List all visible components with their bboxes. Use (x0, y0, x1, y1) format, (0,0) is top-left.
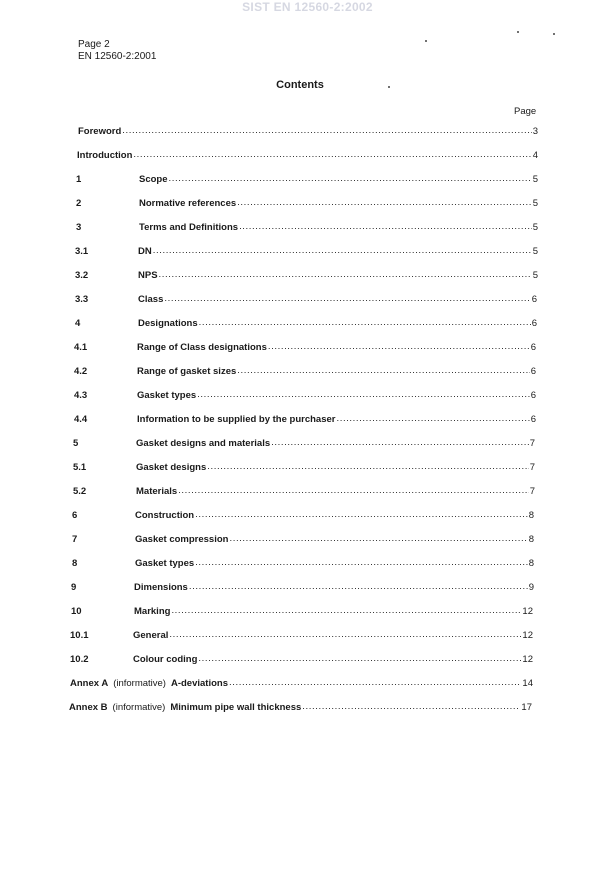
toc-entry-page: 8 (528, 558, 534, 569)
annex-label: Annex B (69, 702, 108, 713)
annex-type: (informative) (112, 702, 166, 713)
toc-entry-number: 10.2 (70, 654, 89, 665)
toc-entry-page: 6 (531, 294, 537, 305)
toc-entry-title: Gasket designs (136, 462, 207, 473)
dot-leader (229, 677, 521, 688)
toc-entry-page: 7 (529, 486, 535, 497)
toc-entry[interactable] (74, 387, 536, 401)
dot-leader (164, 293, 530, 304)
page-title: Contents (276, 79, 324, 91)
toc-entry-number: 1 (76, 174, 82, 185)
toc-entry[interactable] (71, 579, 534, 593)
toc-entry-number: 3.3 (75, 294, 89, 305)
toc-entry[interactable] (76, 171, 538, 185)
toc-entry[interactable] (73, 435, 535, 449)
dot-leader (195, 557, 528, 568)
toc-entry-title: Colour coding (133, 654, 198, 665)
toc-entry-title: Gasket types (137, 390, 197, 401)
toc-entry-page: 5 (532, 198, 538, 209)
toc-entry-number: 7 (72, 534, 78, 545)
toc-entry-number: 3.1 (75, 246, 89, 257)
toc-entry-page: 6 (530, 414, 536, 425)
toc-entry-title: Materials (136, 486, 178, 497)
dot-leader (171, 605, 521, 616)
toc-entry[interactable] (74, 339, 536, 353)
toc-entry-page: 3 (532, 126, 538, 137)
toc-entry-title: Class (138, 294, 164, 305)
toc-entry[interactable] (75, 315, 537, 329)
dot-leader (169, 629, 521, 640)
toc-entry[interactable] (75, 243, 538, 257)
toc-entry-title: NPS (138, 270, 158, 281)
dot-leader (153, 245, 532, 256)
toc-entry-number: 5.2 (73, 486, 87, 497)
toc-entry-title (69, 702, 301, 713)
toc-entry-title: DN (138, 246, 152, 257)
toc-entry-title: Normative references (139, 198, 237, 209)
toc-entry-page: 14 (522, 678, 533, 689)
toc-entry-title: General (133, 630, 169, 641)
toc-entry-number: 4.4 (74, 414, 88, 425)
toc-entry-title (70, 678, 228, 689)
toc-entry-title: Range of Class designations (137, 342, 267, 353)
toc-entry-number: 4.3 (74, 390, 88, 401)
annex-title: Minimum pipe wall thickness (170, 702, 302, 713)
toc-entry-title: Dimensions (134, 582, 188, 593)
toc-entry-number: 3.2 (75, 270, 89, 281)
dot-leader (237, 365, 529, 376)
toc-entry[interactable] (70, 675, 533, 689)
toc-entry-number: 5 (73, 438, 79, 449)
toc-entry-title: Foreword (78, 126, 122, 137)
toc-entry[interactable] (72, 555, 534, 569)
dot-leader (199, 317, 531, 328)
dot-leader (197, 389, 530, 400)
toc-entry-page: 8 (528, 534, 534, 545)
toc-entry[interactable] (69, 699, 532, 713)
toc-entry-page: 5 (532, 222, 538, 233)
toc-entry-number: 4 (75, 318, 81, 329)
scan-speck (425, 40, 427, 42)
toc-entry-title: Terms and Definitions (139, 222, 239, 233)
scan-speck (553, 33, 555, 35)
toc-entry[interactable] (75, 267, 538, 281)
annex-title: A-deviations (170, 678, 228, 689)
toc-entry-page: 12 (522, 654, 533, 665)
toc-entry[interactable] (74, 363, 536, 377)
toc-entry-title: Scope (139, 174, 168, 185)
annex-type: (informative) (113, 678, 166, 689)
dot-leader (302, 701, 520, 712)
toc-entry-page: 12 (522, 630, 533, 641)
toc-entry-title: Marking (134, 606, 171, 617)
toc-entry[interactable] (73, 483, 535, 497)
toc-entry-number: 5.1 (73, 462, 87, 473)
dot-leader (268, 341, 530, 352)
toc-entry-number: 10.1 (70, 630, 89, 641)
toc-entry-number: 9 (71, 582, 77, 593)
toc-entry-number: 2 (76, 198, 82, 209)
toc-entry-title: Gasket types (135, 558, 195, 569)
toc-entry-page: 6 (530, 342, 536, 353)
toc-entry[interactable] (76, 219, 538, 233)
toc-entry[interactable] (71, 603, 533, 617)
toc-entry-page: 6 (530, 390, 536, 401)
toc-entry[interactable] (70, 651, 533, 665)
toc-entry-page: 4 (532, 150, 538, 161)
toc-entry-number: 4.1 (74, 342, 88, 353)
toc-entry-title: Gasket designs and materials (136, 438, 271, 449)
toc-entry[interactable] (72, 531, 534, 545)
dot-leader (189, 581, 528, 592)
toc-entry-number: 3 (76, 222, 82, 233)
toc-entry-page: 5 (532, 246, 538, 257)
dot-leader (198, 653, 521, 664)
toc-entry-page: 5 (532, 174, 538, 185)
toc-entry[interactable] (76, 195, 538, 209)
toc-entry-page: 12 (522, 606, 533, 617)
standard-reference: EN 12560-2:2001 (78, 51, 157, 62)
toc-entry[interactable] (70, 627, 533, 641)
toc-entry-page: 9 (528, 582, 534, 593)
toc-entry-page: 7 (529, 438, 535, 449)
dot-leader (229, 533, 527, 544)
toc-entry-page: 6 (530, 366, 536, 377)
toc-entry[interactable] (77, 147, 538, 161)
toc-entry-page: 17 (521, 702, 532, 713)
page-column-label: Page (514, 106, 537, 117)
page-number: Page 2 (78, 39, 110, 50)
toc-entry-page: 7 (529, 462, 535, 473)
dot-leader (122, 125, 531, 136)
toc-entry[interactable] (74, 411, 536, 425)
page-header (78, 39, 156, 63)
toc-entry[interactable] (78, 123, 538, 137)
dot-leader (207, 461, 528, 472)
toc-entry-number: 8 (72, 558, 78, 569)
dot-leader (178, 485, 529, 496)
dot-leader (169, 173, 532, 184)
watermark: SIST EN 12560-2:2002 (242, 0, 373, 14)
toc-entry-title: Gasket compression (135, 534, 229, 545)
toc-entry-title: Designations (138, 318, 198, 329)
dot-leader (239, 221, 532, 232)
dot-leader (237, 197, 532, 208)
scan-speck (517, 31, 519, 33)
toc-entry-title: Information to be supplied by the purchaser (137, 414, 336, 425)
toc-entry-page: 5 (532, 270, 538, 281)
toc-entry[interactable] (75, 291, 537, 305)
toc-entry-number: 10 (71, 606, 82, 617)
toc-entry[interactable] (73, 459, 535, 473)
dot-leader (133, 149, 531, 160)
dot-leader (271, 437, 529, 448)
dot-leader (159, 269, 532, 280)
toc-entry-page: 8 (528, 510, 534, 521)
toc-entry-number: 6 (72, 510, 78, 521)
toc-entry-number: 4.2 (74, 366, 88, 377)
annex-label: Annex A (70, 678, 109, 689)
toc-entry-title: Introduction (77, 150, 133, 161)
toc-entry-title: Construction (135, 510, 195, 521)
toc-entry-page: 6 (531, 318, 537, 329)
toc-entry[interactable] (72, 507, 534, 521)
dot-leader (336, 413, 529, 424)
dot-leader (195, 509, 528, 520)
toc-entry-title: Range of gasket sizes (137, 366, 237, 377)
